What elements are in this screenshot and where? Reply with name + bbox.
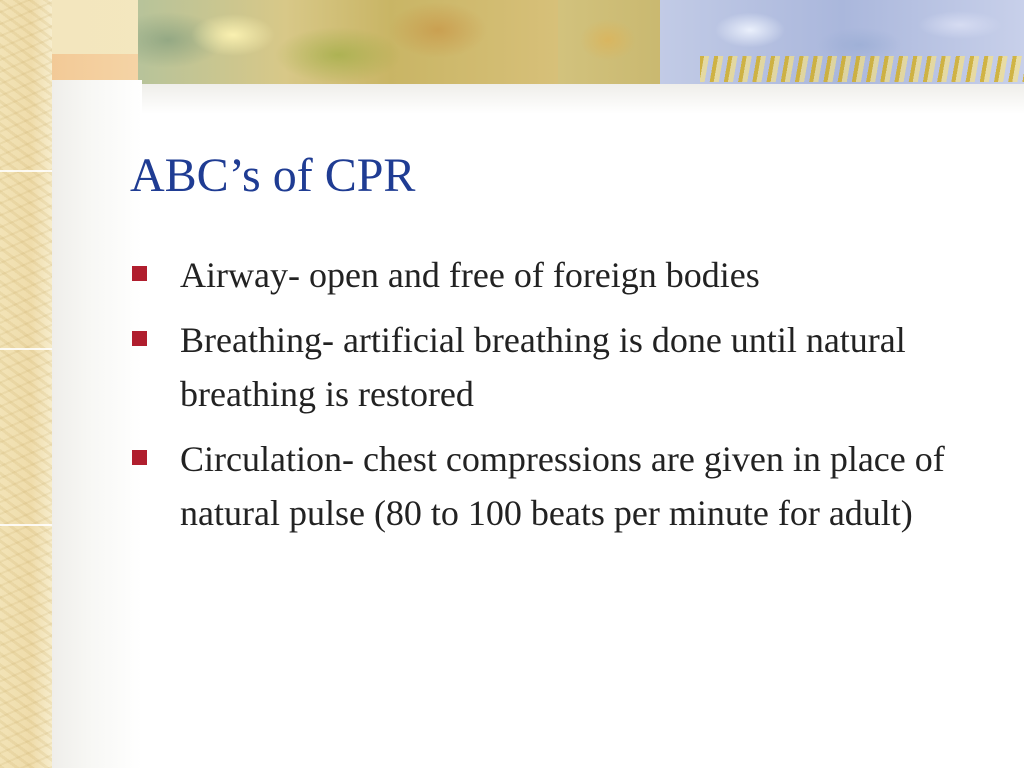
square-bullet-icon	[132, 266, 147, 281]
strip-divider	[0, 348, 52, 350]
list-item	[130, 432, 980, 540]
top-banner	[0, 0, 1024, 84]
strip-divider	[0, 170, 52, 172]
left-parchment-strip	[0, 0, 52, 768]
square-bullet-icon	[132, 450, 147, 465]
banner-leaves-image	[138, 0, 558, 84]
left-shadow	[52, 80, 142, 768]
banner-gold-stripe	[700, 56, 1024, 82]
list-item	[130, 248, 980, 302]
strip-divider	[0, 524, 52, 526]
bullet-text: Airway- open and free of foreign bodies	[180, 255, 760, 295]
slide-title: ABC’s of CPR	[130, 149, 416, 202]
list-item	[130, 313, 980, 421]
banner-shadow	[52, 84, 1024, 114]
bullet-text: Circulation- chest compressions are given in place of natural pulse (80 to 100 beats per minute for adult)	[180, 439, 945, 533]
bullet-list	[130, 248, 980, 551]
bullet-text: Breathing- artificial breathing is done until natural breathing is restored	[180, 320, 906, 414]
square-bullet-icon	[132, 331, 147, 346]
